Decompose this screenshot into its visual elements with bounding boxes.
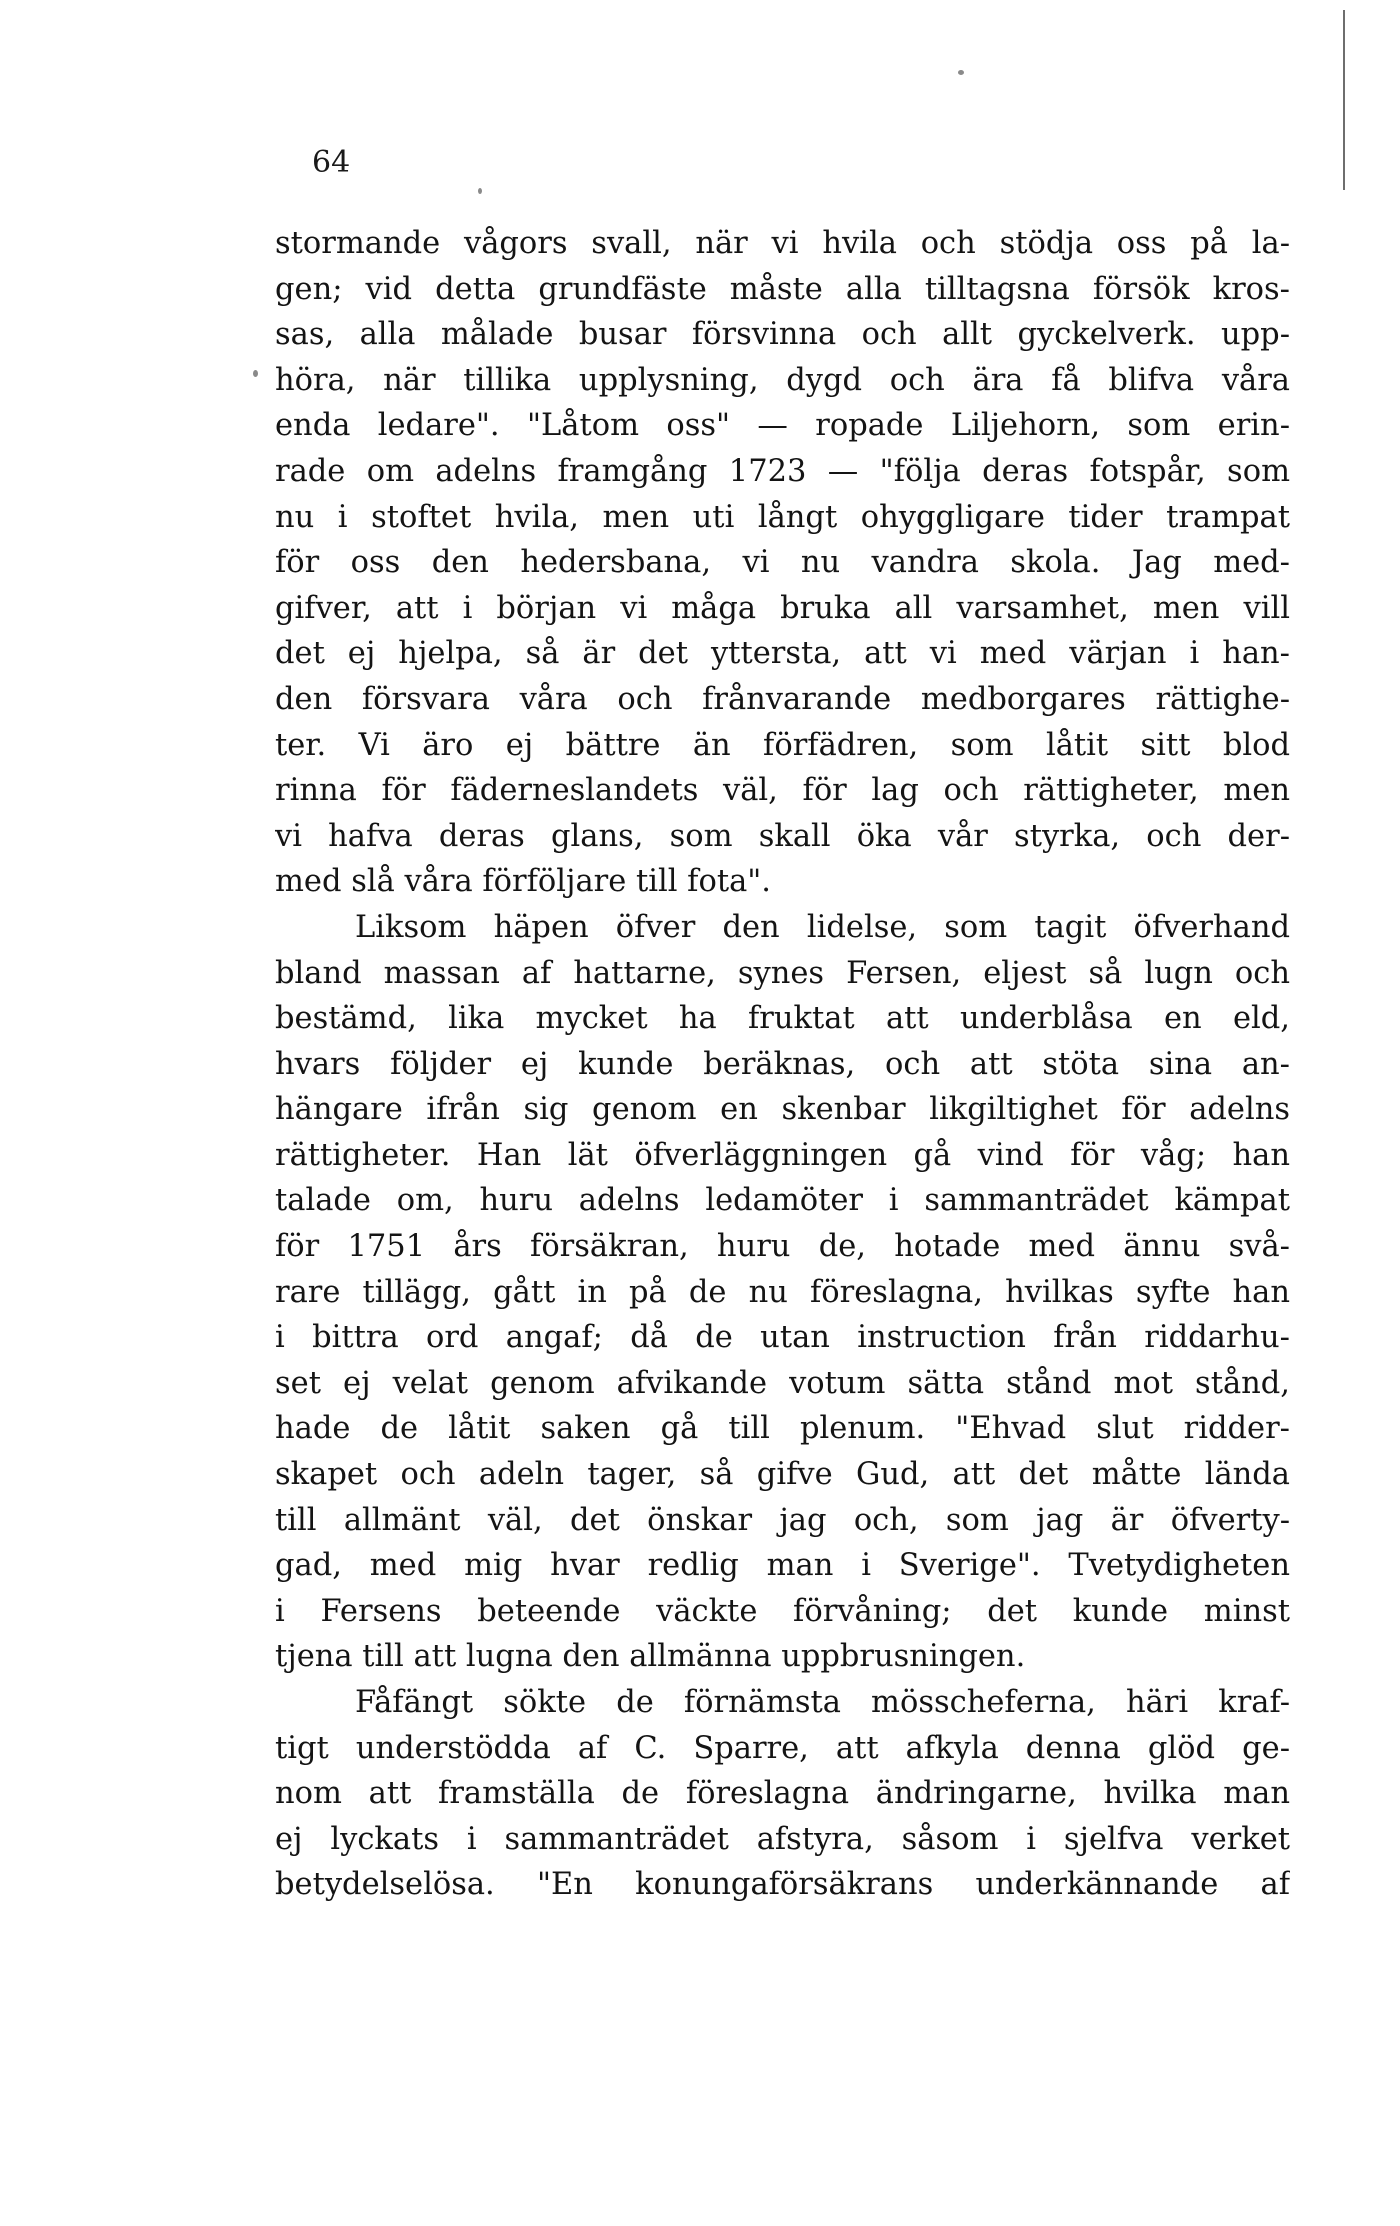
text-line: med slå våra förföljare till fota". (275, 864, 771, 900)
text-line: set ej velat genom afvikande votum sätta stånd mot stånd, (275, 1365, 1290, 1401)
text-line: gifver, att i början vi måga bruka all varsamhet, men vill (275, 590, 1290, 626)
scan-speck (478, 188, 482, 194)
text-line: vi hafva deras glans, som skall öka vår styrka, och der- (275, 818, 1290, 854)
text-line: rade om adelns framgång 1723 — "följa deras fotspår, som (275, 453, 1290, 489)
text-line: hade de låtit saken gå till plenum. "Ehvad slut ridder- (275, 1411, 1290, 1447)
scan-speck (253, 370, 258, 377)
text-line: enda ledare". "Låtom oss" — ropade Liljehorn, som erin- (275, 408, 1290, 444)
text-line: för 1751 års försäkran, huru de, hotade med ännu svå- (275, 1229, 1290, 1265)
text-line: för oss den hedersbana, vi nu vandra skola. Jag med- (275, 545, 1290, 581)
text-line: tjena till att lugna den allmänna uppbrusningen. (275, 1639, 1026, 1675)
text-line: talade om, huru adelns ledamöter i sammanträdet kämpat (275, 1183, 1290, 1219)
text-line: den försvara våra och frånvarande medborgares rättighe- (275, 681, 1290, 717)
text-line: gen; vid detta grundfäste måste alla tilltagsna försök kros- (275, 271, 1290, 307)
text-line: sas, alla målade busar försvinna och allt gyckelverk. upp- (275, 317, 1290, 353)
text-line: ter. Vi äro ej bättre än förfädren, som låtit sitt blod (275, 727, 1290, 763)
text-line: hängare ifrån sig genom en skenbar likgiltighet för adelns (275, 1092, 1290, 1128)
text-line: rinna för fäderneslandets väl, för lag och rättigheter, men (275, 773, 1290, 809)
text-line: rare tillägg, gått in på de nu föreslagna, hvilkas syfte han (275, 1274, 1290, 1310)
text-line: hvars följder ej kunde beräknas, och att stöta sina an- (275, 1046, 1290, 1082)
text-line: till allmänt väl, det önskar jag och, som jag är öfverty- (275, 1502, 1290, 1538)
paragraph-start-line: Fåfängt sökte de förnämsta mösscheferna, häri kraf- (355, 1685, 1290, 1720)
scan-edge-line (1343, 10, 1345, 190)
text-line: nom att framställa de föreslagna ändringarne, hvilka man (275, 1776, 1290, 1812)
text-line: bland massan af hattarne, synes Fersen, eljest så lugn och (275, 955, 1290, 991)
paragraph-start-line: Liksom häpen öfver den lidelse, som tagit öfverhand (355, 909, 1290, 945)
text-line: det ej hjelpa, så är det yttersta, att vi med värjan i han- (275, 636, 1290, 672)
body-text (275, 221, 1290, 1908)
text-line: stormande vågors svall, när vi hvila och stödja oss på la- (275, 226, 1290, 261)
text-line: ej lyckats i sammanträdet afstyra, såsom i sjelfva verket (275, 1821, 1290, 1857)
scan-speck (958, 70, 964, 75)
page-number: 64 (312, 145, 351, 180)
text-line: höra, när tillika upplysning, dygd och ära få blifva våra (275, 362, 1290, 398)
text-line: tigt understödda af C. Sparre, att afkyla denna glöd ge- (275, 1730, 1290, 1766)
text-line: skapet och adeln tager, så gifve Gud, att det måtte lända (275, 1457, 1290, 1493)
text-line: bestämd, lika mycket ha fruktat att underblåsa en eld, (275, 1001, 1290, 1037)
text-line: i Fersens beteende väckte förvåning; det kunde minst (275, 1593, 1290, 1629)
text-line: nu i stoftet hvila, men uti långt ohyggligare tider trampat (275, 499, 1290, 535)
text-line: gad, med mig hvar redlig man i Sverige". Tvetydigheten (275, 1548, 1290, 1584)
text-line: i bittra ord angaf; då de utan instruction från riddarhu- (275, 1320, 1290, 1356)
text-line: rättigheter. Han lät öfverläggningen gå vind för våg; han (275, 1137, 1290, 1173)
text-line: betydelselösa. "En konungaförsäkrans underkännande af (275, 1867, 1290, 1903)
